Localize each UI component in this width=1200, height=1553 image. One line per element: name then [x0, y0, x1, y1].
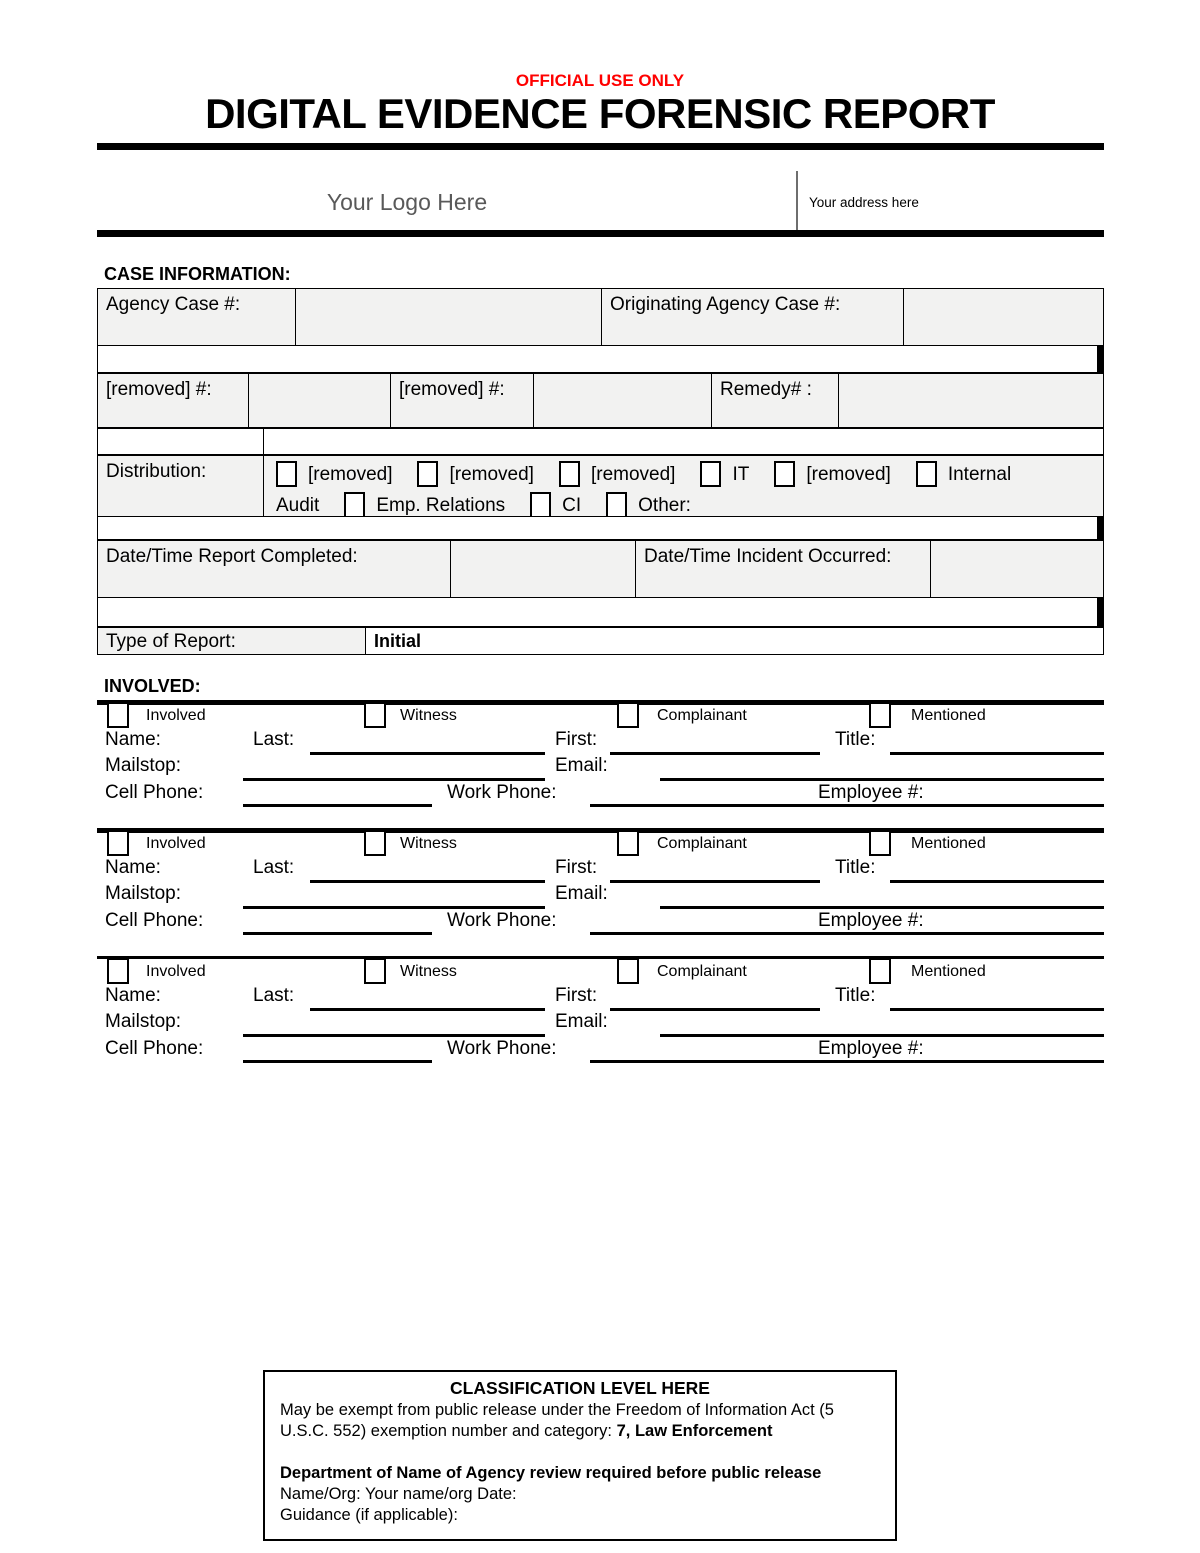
checkbox[interactable]	[276, 461, 297, 487]
mentioned-checkbox[interactable]	[869, 830, 891, 856]
last-name-field[interactable]	[310, 1008, 545, 1011]
work-phone-label: Work Phone:	[447, 910, 557, 931]
spacer-row	[97, 346, 1104, 373]
mentioned-option-label: Mentioned	[911, 835, 986, 852]
distribution-empty-cell	[98, 429, 264, 454]
address-divider	[796, 171, 798, 230]
distribution-option-label: Emp. Relations	[376, 495, 506, 516]
classification-exemption-text: May be exempt from public release under the Freedom of Information Act (5 U.S.C. 552) exemption number and category: 7, Law Enforcement	[280, 1401, 834, 1440]
title-label: Title:	[835, 729, 876, 750]
witness-checkbox[interactable]	[364, 830, 386, 856]
classification-title: CLASSIFICATION LEVEL HERE	[450, 1378, 710, 1398]
distribution-empty-row	[97, 428, 1104, 455]
classification-guidance-line: Guidance (if applicable):	[280, 1506, 458, 1524]
block-rule	[97, 700, 1104, 705]
distribution-option-label: [removed]	[308, 464, 393, 485]
complainant-checkbox[interactable]	[617, 958, 639, 984]
work-phone-label: Work Phone:	[447, 1038, 557, 1059]
last-label: Last:	[253, 729, 295, 750]
spacer-row	[97, 598, 1104, 627]
cell-phone-field[interactable]	[243, 1060, 432, 1063]
distribution-option-label: [removed]	[806, 464, 891, 485]
agency-case-label: Agency Case #:	[98, 289, 296, 345]
mentioned-checkbox[interactable]	[869, 702, 891, 728]
checkbox[interactable]	[417, 461, 438, 487]
distribution-option	[606, 495, 691, 516]
first-name-field[interactable]	[610, 1008, 820, 1011]
distribution-option-label: Internal Audit	[276, 464, 1012, 516]
date-report-completed-label: Date/Time Report Completed:	[98, 541, 451, 597]
email-label: Email:	[555, 755, 608, 776]
official-use-banner: OFFICIAL USE ONLY	[515, 71, 685, 90]
cell-phone-label: Cell Phone:	[105, 782, 204, 803]
removed-1-label: [removed] #:	[98, 374, 249, 427]
header-rule	[97, 230, 1104, 237]
involved-checkbox[interactable]	[107, 830, 129, 856]
work-phone-field[interactable]	[590, 1060, 1104, 1063]
case-information-heading: CASE INFORMATION:	[104, 264, 291, 284]
checkbox[interactable]	[344, 492, 365, 518]
checkbox[interactable]	[530, 492, 551, 518]
name-label: Name:	[105, 985, 161, 1006]
employee-number-label: Employee #:	[818, 910, 924, 931]
type-of-report-row	[97, 627, 1104, 655]
distribution-option	[530, 495, 581, 516]
employee-number-label: Employee #:	[818, 782, 924, 803]
last-name-field[interactable]	[310, 880, 545, 883]
distribution-option	[344, 495, 505, 516]
cell-phone-field[interactable]	[243, 804, 432, 807]
exemption-category: 7, Law Enforcement	[616, 1422, 773, 1440]
last-label: Last:	[253, 985, 295, 1006]
checkbox[interactable]	[606, 492, 627, 518]
removed-2-label: [removed] #:	[391, 374, 534, 427]
remedy-value-cell[interactable]	[839, 374, 1103, 427]
involved-entry-block	[97, 956, 1104, 1084]
cell-phone-label: Cell Phone:	[105, 910, 204, 931]
logo-placeholder: Your Logo Here	[326, 189, 488, 215]
distribution-option	[417, 464, 533, 485]
agency-case-value-cell[interactable]	[296, 289, 602, 345]
email-field[interactable]	[660, 1034, 1104, 1037]
distribution-option-label: [removed]	[590, 464, 676, 485]
first-label: First:	[555, 985, 598, 1006]
mailstop-field[interactable]	[243, 1034, 545, 1037]
cell-phone-label: Cell Phone:	[105, 1038, 204, 1059]
classification-name-org-line: Name/Org: Your name/org Date:	[280, 1485, 517, 1503]
checkbox[interactable]	[700, 461, 721, 487]
removed-1-value-cell[interactable]	[249, 374, 391, 427]
complainant-checkbox[interactable]	[617, 830, 639, 856]
mailstop-label: Mailstop:	[105, 755, 182, 776]
date-incident-occurred-label: Date/Time Incident Occurred:	[636, 541, 931, 597]
complainant-option-label: Complainant	[657, 835, 747, 852]
checkbox[interactable]	[916, 461, 937, 487]
title-field[interactable]	[890, 752, 1104, 755]
mentioned-option-label: Mentioned	[911, 963, 986, 980]
distribution-option-label: Other:	[638, 495, 691, 516]
email-field[interactable]	[660, 778, 1104, 781]
spacer-row	[97, 517, 1104, 540]
type-of-report-value-cell[interactable]: Initial	[374, 631, 422, 651]
title-rule	[97, 143, 1104, 150]
involved-option-label: Involved	[146, 963, 206, 980]
agency-case-row	[97, 288, 1104, 346]
involved-checkbox[interactable]	[107, 702, 129, 728]
first-name-field[interactable]	[610, 880, 820, 883]
classification-box	[263, 1370, 897, 1541]
employee-number-label: Employee #:	[818, 1038, 924, 1059]
distribution-option	[559, 464, 675, 485]
work-phone-field[interactable]	[590, 932, 1104, 935]
distribution-option	[774, 464, 890, 485]
remedy-label: Remedy# :	[712, 374, 839, 427]
type-of-report-label: Type of Report:	[98, 628, 366, 654]
complainant-option-label: Complainant	[657, 707, 747, 724]
distribution-option-label: IT	[732, 464, 750, 485]
checkbox[interactable]	[774, 461, 795, 487]
spacer	[280, 1442, 880, 1463]
case-numbers-row	[97, 373, 1104, 428]
mailstop-field[interactable]	[243, 778, 545, 781]
distribution-option	[276, 464, 392, 485]
involved-entry-block	[97, 700, 1104, 828]
last-name-field[interactable]	[310, 752, 545, 755]
witness-checkbox[interactable]	[364, 958, 386, 984]
complainant-option-label: Complainant	[657, 963, 747, 980]
page-title: DIGITAL EVIDENCE FORENSIC REPORT	[205, 90, 995, 137]
complainant-checkbox[interactable]	[617, 702, 639, 728]
mentioned-option-label: Mentioned	[911, 707, 986, 724]
email-label: Email:	[555, 1011, 608, 1032]
title-field[interactable]	[890, 880, 1104, 883]
email-label: Email:	[555, 883, 608, 904]
mentioned-checkbox[interactable]	[869, 958, 891, 984]
title-label: Title:	[835, 985, 876, 1006]
date-time-row	[97, 540, 1104, 598]
distribution-option-label: [removed]	[449, 464, 534, 485]
involved-checkbox[interactable]	[107, 958, 129, 984]
block-rule	[97, 828, 1104, 833]
email-field[interactable]	[660, 906, 1104, 909]
distribution-row	[97, 455, 1104, 517]
distribution-option-label: CI	[562, 495, 582, 516]
originating-agency-case-label: Originating Agency Case #:	[602, 289, 904, 345]
witness-option-label: Witness	[400, 835, 457, 852]
involved-option-label: Involved	[146, 835, 206, 852]
distribution-label: Distribution:	[98, 456, 264, 516]
mailstop-label: Mailstop:	[105, 1011, 182, 1032]
mailstop-field[interactable]	[243, 906, 545, 909]
title-field[interactable]	[890, 1008, 1104, 1011]
work-phone-field[interactable]	[590, 804, 1104, 807]
involved-heading: INVOLVED:	[104, 676, 201, 696]
witness-option-label: Witness	[400, 707, 457, 724]
cell-phone-field[interactable]	[243, 932, 432, 935]
date-incident-occurred-value-cell[interactable]	[931, 541, 1103, 597]
first-name-field[interactable]	[610, 752, 820, 755]
distribution-option	[700, 464, 749, 485]
witness-checkbox[interactable]	[364, 702, 386, 728]
mailstop-label: Mailstop:	[105, 883, 182, 904]
address-placeholder: Your address here	[809, 195, 919, 210]
first-label: First:	[555, 729, 598, 750]
originating-agency-case-value-cell[interactable]	[904, 289, 1103, 345]
first-label: First:	[555, 857, 598, 878]
distribution-empty-cell	[264, 429, 1103, 454]
classification-review-notice: Department of Name of Agency review required before public release	[280, 1464, 822, 1482]
date-report-completed-value-cell[interactable]	[451, 541, 636, 597]
name-label: Name:	[105, 857, 161, 878]
removed-2-value-cell[interactable]	[534, 374, 712, 427]
work-phone-label: Work Phone:	[447, 782, 557, 803]
involved-entry-block	[97, 828, 1104, 956]
involved-option-label: Involved	[146, 707, 206, 724]
witness-option-label: Witness	[400, 963, 457, 980]
distribution-options-cell	[264, 456, 1103, 516]
last-label: Last:	[253, 857, 295, 878]
block-rule	[97, 956, 1104, 959]
name-label: Name:	[105, 729, 161, 750]
title-label: Title:	[835, 857, 876, 878]
checkbox[interactable]	[559, 461, 580, 487]
